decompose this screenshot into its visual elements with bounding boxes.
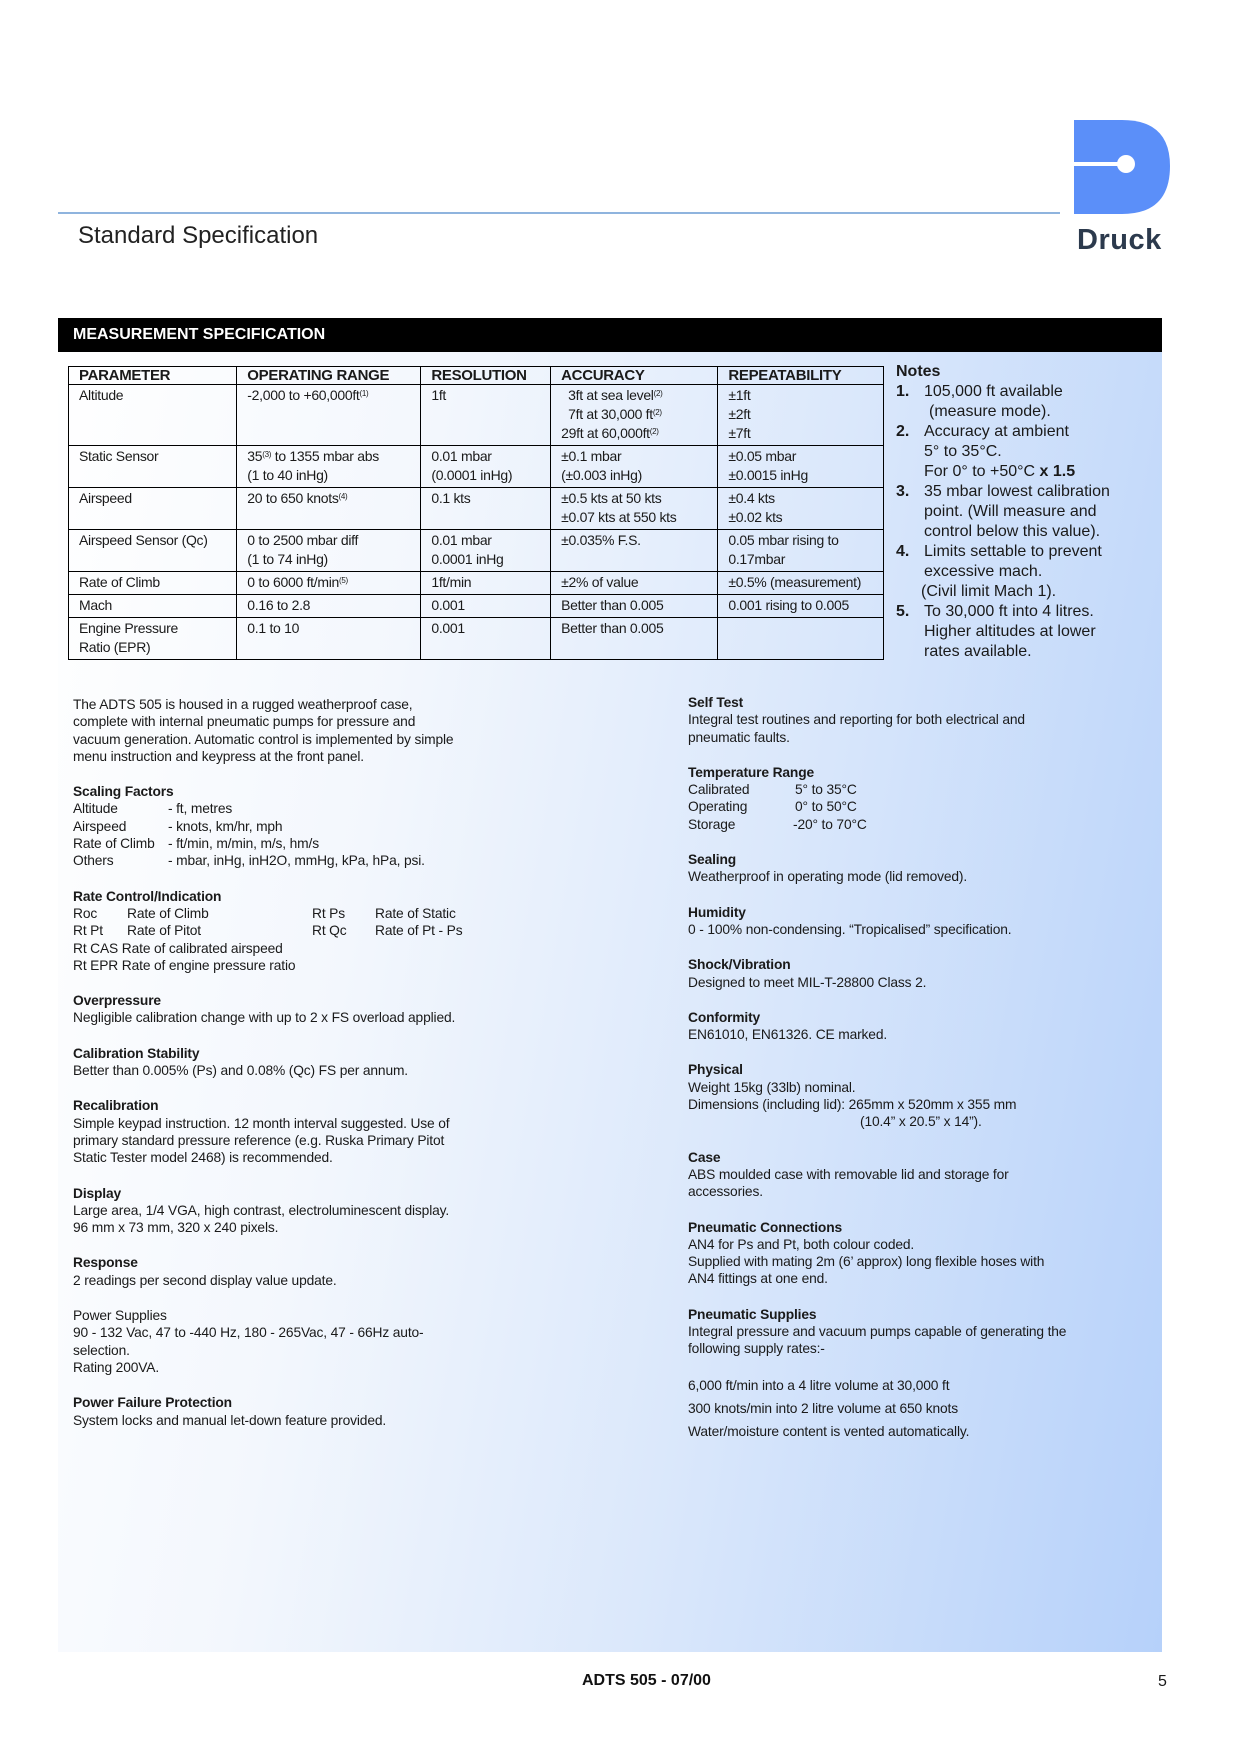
section-heading: Sealing xyxy=(688,852,737,868)
section-heading: Case xyxy=(688,1149,721,1165)
page-title: Standard Specification xyxy=(78,222,319,249)
note-item: 4. Limits settable to prevent excessive mach. xyxy=(896,543,1102,580)
repeatability-cell: 0.05 mbar rising to 0.17mbar xyxy=(718,530,884,572)
recalibration-section: Recalibration Simple keypad instruction. 12 month interval suggested. Use of primary standard pressure reference (e.g. Ruska Primary Pitot Static Tester model 2468) is recommended. xyxy=(73,1097,523,1166)
resolution-cell: 0.01 mbar 0.0001 inHg xyxy=(421,530,551,572)
spec-table xyxy=(68,366,884,660)
accuracy-cell: Better than 0.005 xyxy=(551,618,718,660)
section-heading: Self Test xyxy=(688,695,744,710)
section-heading: Response xyxy=(73,1255,138,1271)
accuracy-cell: ±0.035% F.S. xyxy=(551,530,718,572)
self-test-section: Self Test Integral test routines and reporting for both electrical and pneumatic faults. xyxy=(688,694,1128,746)
rate-control-section: Rate Control/Indication Roc Rate of Climb Rt Ps Rate of Static Rt Pt Rate of Pitot Rt Qc Rate of Pt - Ps Rt CAS Rate of calibrated airspeed Rt EPR Rate of engine pressure ratio xyxy=(73,888,523,974)
accuracy-cell: ±0.5 kts at 50 kts ±0.07 kts at 550 kts xyxy=(551,488,718,530)
table-row xyxy=(69,595,884,618)
range-cell: -2,000 to $+60,000ft^{(1)}$ xyxy=(237,385,421,446)
param-cell: Static Sensor xyxy=(69,446,237,488)
pneumatic-connections-section: Pneumatic Connections AN4 for Ps and Pt, both colour coded. Supplied with mating 2m (6’ approx) long flexible hoses with AN4 fittings at one end. xyxy=(688,1219,1128,1288)
table-header-row xyxy=(69,367,884,385)
note-item: 1. 105,000 ft available (measure mode). xyxy=(896,383,1063,420)
section-heading: Temperature Range xyxy=(688,764,815,780)
power-supplies-section: Power Supplies 90 - 132 Vac, 47 to -440 Hz, 180 - 265Vac, 47 - 66Hz auto- selection. Rating 200VA. xyxy=(73,1308,424,1375)
repeatability-cell: ±0.05 mbar ±0.0015 inHg xyxy=(718,446,884,488)
intro-paragraph: The ADTS 505 is housed in a rugged weatherproof case, complete with internal pneumatic pumps for pressure and vacuum generation. Automatic control is implemented by simple menu instruction and keypress at the front panel. xyxy=(73,697,454,764)
table-row xyxy=(69,446,884,488)
note-extra: (Civil limit Mach 1). xyxy=(921,583,1057,600)
section-heading: Overpressure xyxy=(73,993,161,1009)
section-heading: Power Failure Protection xyxy=(73,1395,232,1411)
table-row xyxy=(69,530,884,572)
column-header: REPEATABILITY xyxy=(718,367,884,385)
param-cell: Engine Pressure Ratio (EPR) xyxy=(69,618,237,660)
page-number: 5 xyxy=(1158,1673,1167,1690)
section-heading: Shock/Vibration xyxy=(688,957,791,973)
section-heading: Display xyxy=(73,1185,122,1201)
note-item: 5. To 30,000 ft into 4 litres. Higher altitudes at lower rates available. xyxy=(896,603,1096,660)
repeatability-cell: ±1ft ±2ft ±7ft xyxy=(718,385,884,446)
section-heading: Physical xyxy=(688,1062,743,1078)
section-bar xyxy=(58,318,1162,352)
accuracy-cell: ±0.1 mbar (±0.003 inHg) xyxy=(551,446,718,488)
section-heading: Scaling Factors xyxy=(73,784,174,800)
repeatability-cell: 0.001 rising to 0.005 xyxy=(718,595,884,618)
brand-name: Druck xyxy=(1077,224,1162,256)
accuracy-cell: ±2% of value xyxy=(551,572,718,595)
table-row xyxy=(69,618,884,660)
range-cell: 0 to 2500 mbar diff (1 to 74 inHg) xyxy=(237,530,421,572)
range-cell: 20 to 650 knots$^{(4)}$ xyxy=(237,488,421,530)
param-cell: Altitude xyxy=(69,385,237,446)
section-heading: Pneumatic Supplies xyxy=(688,1306,817,1322)
humidity-section: Humidity 0 - 100% non-condensing. “Tropicalised” specification. xyxy=(688,904,1128,939)
column-header: PARAMETER xyxy=(69,367,237,385)
range-cell: 35$^{(3)}$ to 1355 mbar abs (1 to 40 inHg) xyxy=(237,446,421,488)
param-cell: Rate of Climb xyxy=(69,572,237,595)
resolution-cell: 1ft xyxy=(421,385,551,446)
resolution-cell: 0.001 xyxy=(421,595,551,618)
repeatability-cell: ±0.5% (measurement) xyxy=(718,572,884,595)
notes-box xyxy=(896,362,1156,662)
table-row xyxy=(69,385,884,446)
calibration-stability-section: Calibration Stability Better than 0.005% (Ps) and 0.08% (Qc) FS per annum. xyxy=(73,1045,523,1080)
param-cell: Airspeed Sensor (Qc) xyxy=(69,530,237,572)
note-item: 2. Accuracy at ambient 5° to 35°C. For 0° to +50°C x 1.5 xyxy=(896,423,1076,480)
accuracy-cell: Better than 0.005 xyxy=(551,595,718,618)
sealing-section: Sealing Weatherproof in operating mode (lid removed). xyxy=(688,851,1128,886)
section-heading: Calibration Stability xyxy=(73,1045,200,1061)
power-failure-section: Power Failure Protection System locks and manual let-down feature provided. xyxy=(73,1394,523,1429)
section-heading: Recalibration xyxy=(73,1098,159,1114)
left-column xyxy=(73,696,523,1447)
column-header: ACCURACY xyxy=(551,367,718,385)
resolution-cell: 1ft/min xyxy=(421,572,551,595)
resolution-cell: 0.01 mbar (0.0001 inHg) xyxy=(421,446,551,488)
accuracy-cell: 3ft at sea level$^{(2)}$ 7ft at 30,000 $ft^{(2)}$ 29ft at $60,000ft^{(2)}$ xyxy=(551,385,718,446)
note-item: 3. 35 mbar lowest calibration point. (Will measure and control below this value). xyxy=(896,483,1110,540)
repeatability-cell: ±0.4 kts ±0.02 kts xyxy=(718,488,884,530)
resolution-cell: 0.001 xyxy=(421,618,551,660)
range-cell: 0.16 to 2.8 xyxy=(237,595,421,618)
temperature-section: Temperature Range Calibrated 5° to 35°C Operating 0° to 50°C Storage -20° to 70°C xyxy=(688,764,1128,833)
range-cell: 0 to 6000 $ft/\min^{(5)}$ xyxy=(237,572,421,595)
header-rule xyxy=(58,212,1060,214)
physical-section: Physical Weight 15kg (33lb) nominal. Dimensions (including lid): 265mm x 520mm x 355 mm (10.4” x 20.5” x 14”). xyxy=(688,1061,1128,1130)
right-column xyxy=(688,694,1128,1461)
conformity-section: Conformity EN61010, EN61326. CE marked. xyxy=(688,1009,1128,1044)
shock-vibration-section: Shock/Vibration Designed to meet MIL-T-28800 Class 2. xyxy=(688,956,1128,991)
scaling-factors-section: Scaling Factors Altitude - ft, metres Airspeed - knots, km/hr, mph Rate of Climb - ft/min, m/min, m/s, hm/s Others - mbar, inHg, inH2O, mmHg, kPa, hPa, psi. xyxy=(73,783,523,869)
section-heading: Humidity xyxy=(688,904,746,920)
footer-doc-id: ADTS 505 - 07/00 xyxy=(582,1672,711,1689)
table-row xyxy=(69,488,884,530)
section-heading: Rate Control/Indication xyxy=(73,888,222,904)
resolution-cell: 0.1 kts xyxy=(421,488,551,530)
column-header: RESOLUTION xyxy=(421,367,551,385)
param-cell: Mach xyxy=(69,595,237,618)
response-section: Response 2 readings per second display value update. xyxy=(73,1254,523,1289)
param-cell: Airspeed xyxy=(69,488,237,530)
repeatability-cell xyxy=(718,618,884,660)
pneumatic-supplies-section: Pneumatic Supplies Integral pressure and vacuum pumps capable of generating the following supply rates:- 6,000 ft/min into a 4 litre volume at 30,000 ft 300 knots/min into 2 litre volume at 650 knots Water/moisture content is vented automatically. xyxy=(688,1306,1128,1443)
range-cell: 0.1 to 10 xyxy=(237,618,421,660)
display-section: Display Large area, 1/4 VGA, high contrast, electroluminescent display. 96 mm x 73 mm, 320 x 240 pixels. xyxy=(73,1185,523,1237)
table-row xyxy=(69,572,884,595)
overpressure-section: Overpressure Negligible calibration change with up to 2 x FS overload applied. xyxy=(73,992,523,1027)
column-header: OPERATING RANGE xyxy=(237,367,421,385)
section-heading: Conformity xyxy=(688,1009,761,1025)
section-heading: Pneumatic Connections xyxy=(688,1219,843,1235)
section-bar-title: MEASUREMENT SPECIFICATION xyxy=(73,326,326,343)
case-section: Case ABS moulded case with removable lid and storage for accessories. xyxy=(688,1149,1128,1201)
notes-title: Notes xyxy=(896,363,941,380)
